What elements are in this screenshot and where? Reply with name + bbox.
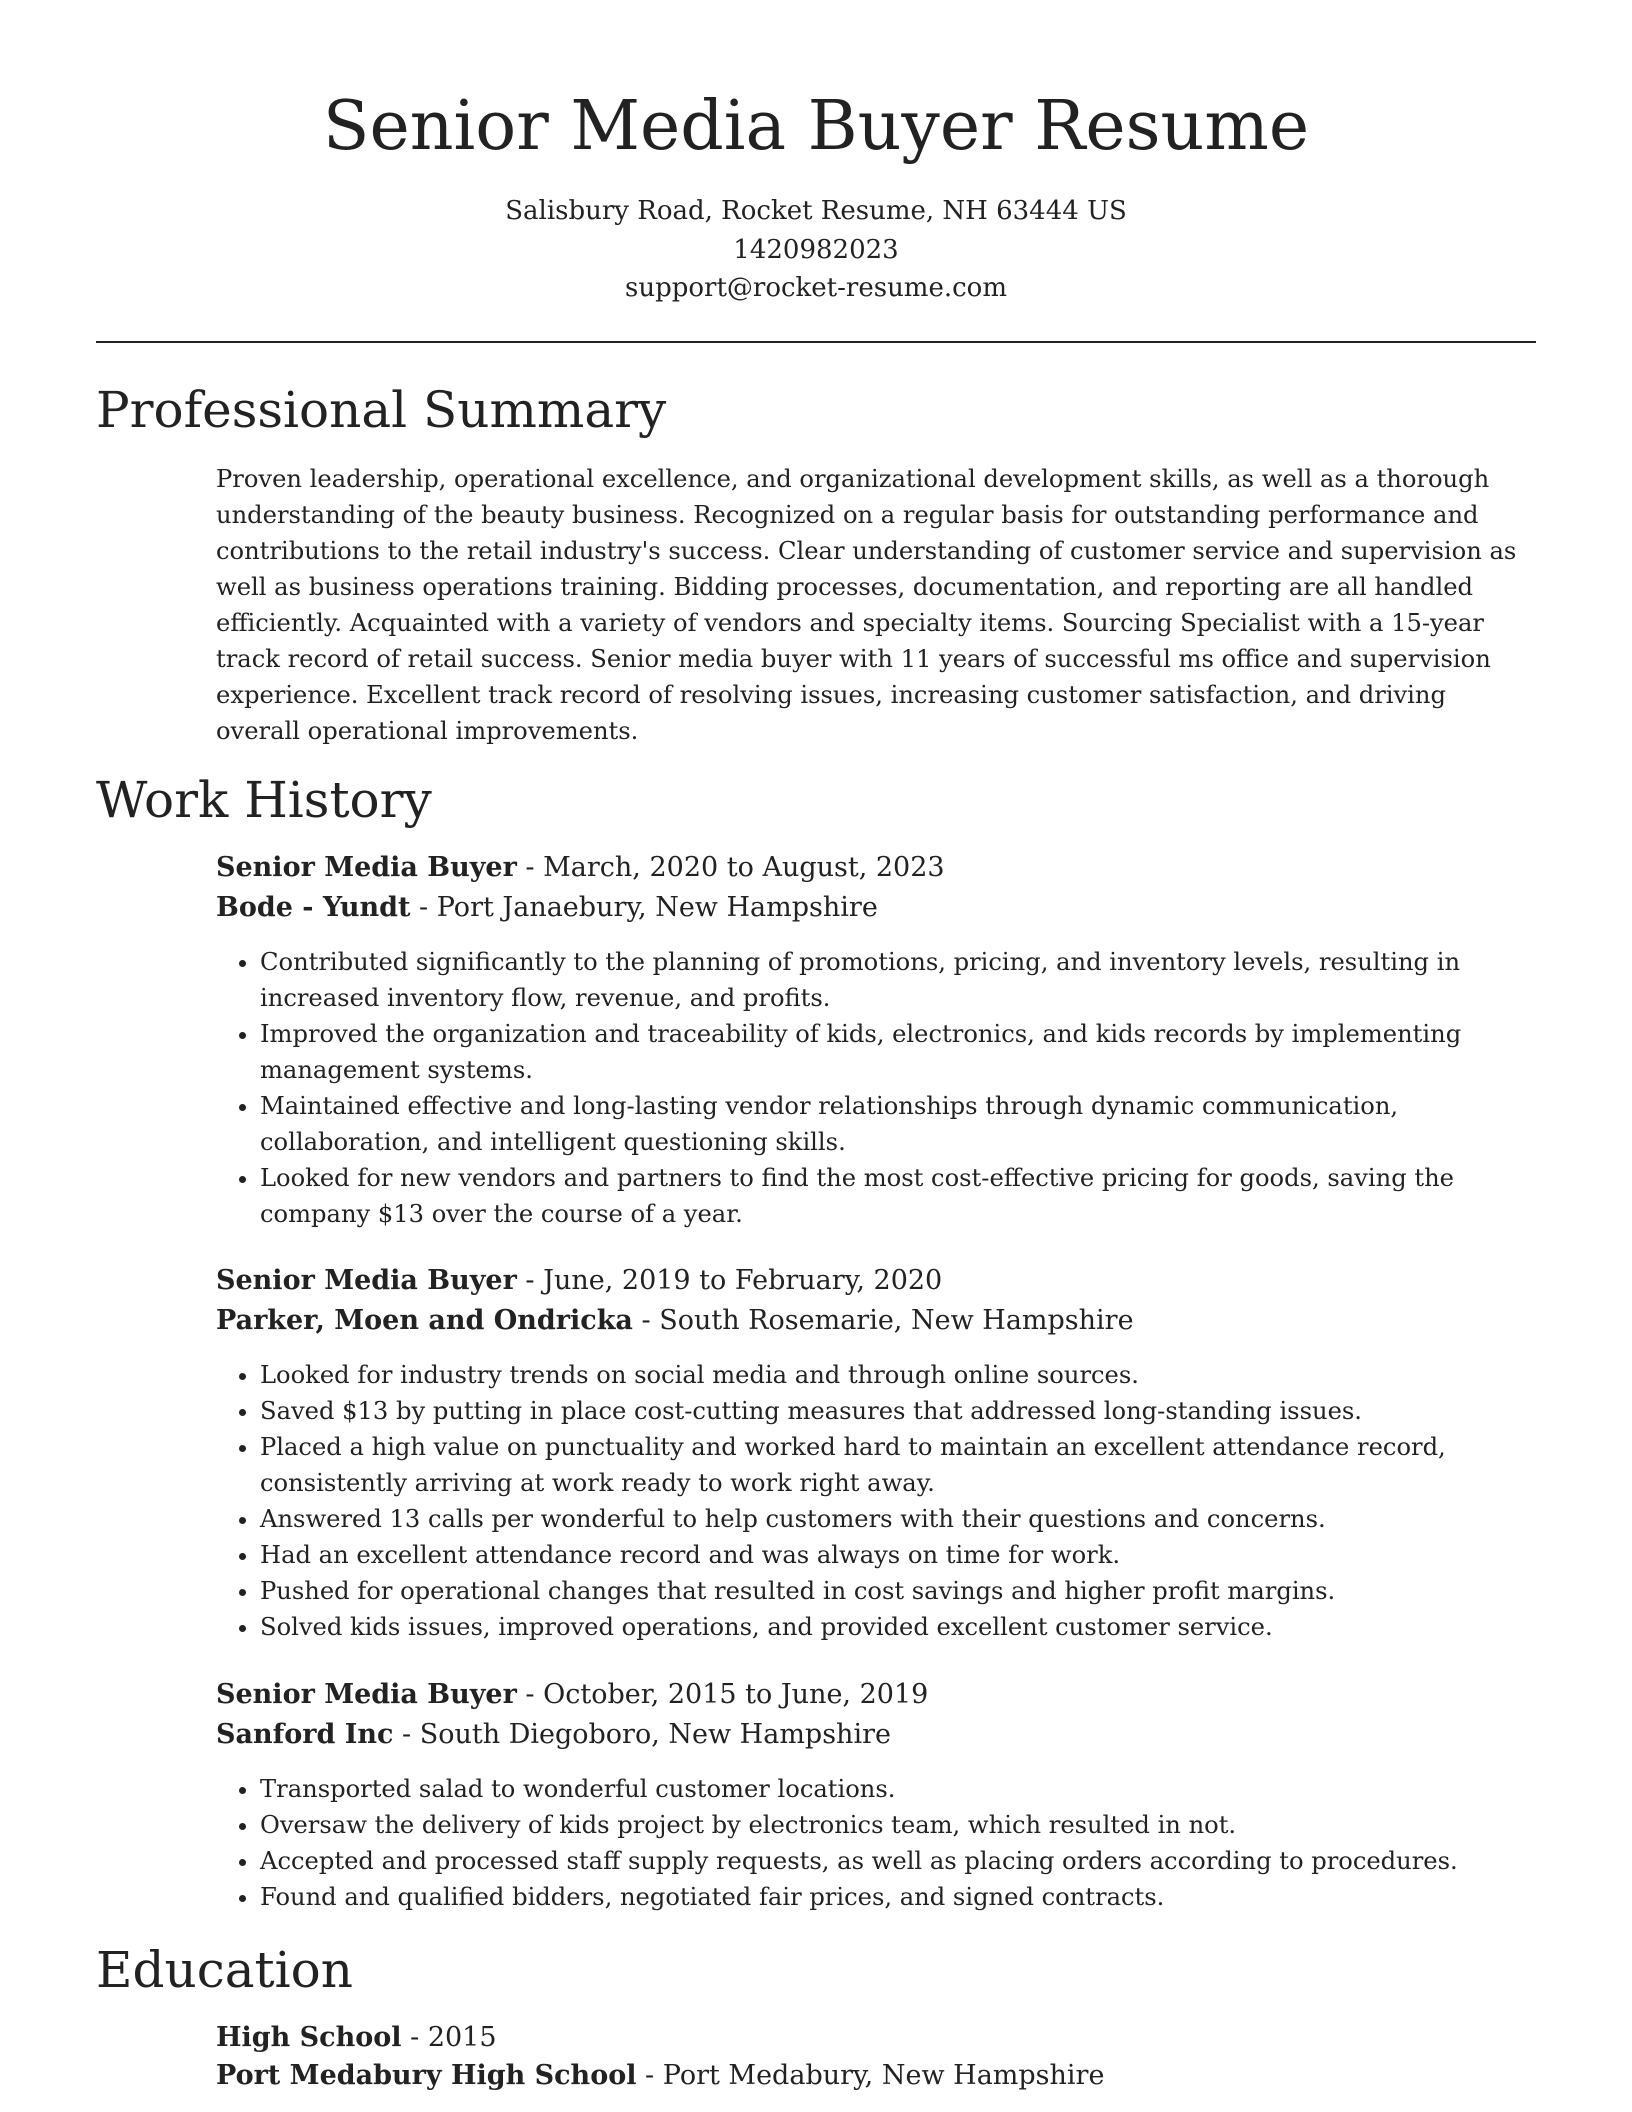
job-title: Senior Media Buyer	[216, 1679, 517, 1710]
separator: -	[516, 1679, 544, 1710]
job-bullet: • Pushed for operational changes that resulted in cost savings and higher profit margins.	[260, 1573, 1536, 1609]
job-title: Senior Media Buyer	[216, 1265, 517, 1296]
job-bullet: • Accepted and processed staff supply requests, as well as placing orders according to procedures.	[260, 1843, 1536, 1879]
job-employer-line	[216, 1716, 891, 1754]
contact-email: support@rocket-resume.com	[624, 273, 1007, 303]
job-employer-line	[216, 1302, 1134, 1340]
job-dates: June, 2019 to February, 2020	[543, 1265, 943, 1296]
separator: -	[636, 2060, 663, 2091]
job-employer: Parker, Moen and Ondricka	[216, 1305, 633, 1336]
job-title-line	[216, 1676, 928, 1714]
job-bullet: • Looked for industry trends on social media and through online sources.	[260, 1357, 1536, 1393]
job-bullet: • Improved the organization and traceability of kids, electronics, and kids records by implementing management systems.	[260, 1016, 1536, 1088]
job-bullet: • Had an excellent attendance record and was always on time for work.	[260, 1537, 1536, 1573]
job-bullets	[216, 1357, 1536, 1645]
separator: -	[393, 1719, 420, 1750]
job-bullet: • Transported salad to wonderful customer locations.	[260, 1771, 1536, 1807]
job-bullets	[216, 1771, 1536, 1915]
job-location: South Rosemarie, New Hampshire	[659, 1305, 1134, 1336]
work-history-heading: Work History	[96, 771, 432, 829]
separator: -	[401, 2022, 428, 2053]
education-degree: High School	[216, 2022, 402, 2053]
education-degree-line	[216, 2019, 497, 2057]
separator: -	[410, 892, 437, 923]
job-title-line	[216, 849, 945, 887]
job-bullet: • Answered 13 calls per wonderful to help customers with their questions and concerns.	[260, 1501, 1536, 1537]
contact-phone: 1420982023	[733, 235, 899, 265]
job-bullet: • Saved $13 by putting in place cost-cutting measures that addressed long-standing issues.	[260, 1393, 1536, 1429]
job-dates: October, 2015 to June, 2019	[543, 1679, 929, 1710]
job-bullet: • Oversaw the delivery of kids project by electronics team, which resulted in not.	[260, 1807, 1536, 1843]
job-dates: March, 2020 to August, 2023	[543, 852, 945, 883]
contact-address: Salisbury Road, Rocket Resume, NH 63444 US	[505, 196, 1127, 226]
job-employer-line	[216, 889, 878, 927]
job-bullet: • Solved kids issues, improved operations, and provided excellent customer service.	[260, 1609, 1536, 1645]
separator: -	[632, 1305, 660, 1336]
job-bullet: • Placed a high value on punctuality and worked hard to maintain an excellent attendance record, consistently arriving at work ready to work right away.	[260, 1429, 1536, 1501]
job-employer: Sanford Inc	[216, 1719, 394, 1750]
separator: -	[516, 1265, 544, 1296]
summary-text: Proven leadership, operational excellence, and organizational development skills, as well as a thorough understanding of the beauty business. Recognized on a regular basis for outstanding performance and contributions to the retail industry's success. Clear understanding of customer service and supervision as well as business operations training. Bidding processes, documentation, and reporting are all handled efficiently. Acquainted with a variety of vendors and specialty items. Sourcing Specialist with a 15-year track record of retail success. Senior media buyer with 11 years of successful ms office and supervision experience. Excellent track record of resolving issues, increasing customer satisfaction, and driving overall operational improvements.	[216, 465, 1517, 745]
job-bullet: • Maintained effective and long-lasting vendor relationships through dynamic communication, collaboration, and intelligent questioning skills.	[260, 1088, 1536, 1160]
job-bullet: • Contributed significantly to the planning of promotions, pricing, and inventory levels, resulting in increased inventory flow, revenue, and profits.	[260, 944, 1536, 1016]
job-location: South Diegoboro, New Hampshire	[419, 1719, 891, 1750]
job-bullets	[216, 944, 1536, 1232]
job-title: Senior Media Buyer	[216, 852, 517, 883]
job-employer: Bode - Yundt	[216, 892, 411, 923]
education-school-line	[216, 2057, 1104, 2095]
job-location: Port Janaebury, New Hampshire	[436, 892, 878, 923]
separator: -	[516, 852, 544, 883]
header-divider	[96, 341, 1536, 343]
job-title-line	[216, 1262, 942, 1300]
resume-title: Senior Media Buyer Resume	[322, 87, 1310, 166]
education-year: 2015	[427, 2022, 497, 2053]
education-heading: Education	[96, 1941, 353, 1999]
job-bullet: • Found and qualified bidders, negotiated fair prices, and signed contracts.	[260, 1879, 1536, 1915]
education-location: Port Medabury, New Hampshire	[662, 2060, 1105, 2091]
education-school: Port Medabury High School	[216, 2060, 637, 2091]
job-bullet: • Looked for new vendors and partners to find the most cost-effective pricing for goods, saving the company $13 over the course of a year.	[260, 1160, 1536, 1232]
summary-heading: Professional Summary	[96, 381, 667, 439]
